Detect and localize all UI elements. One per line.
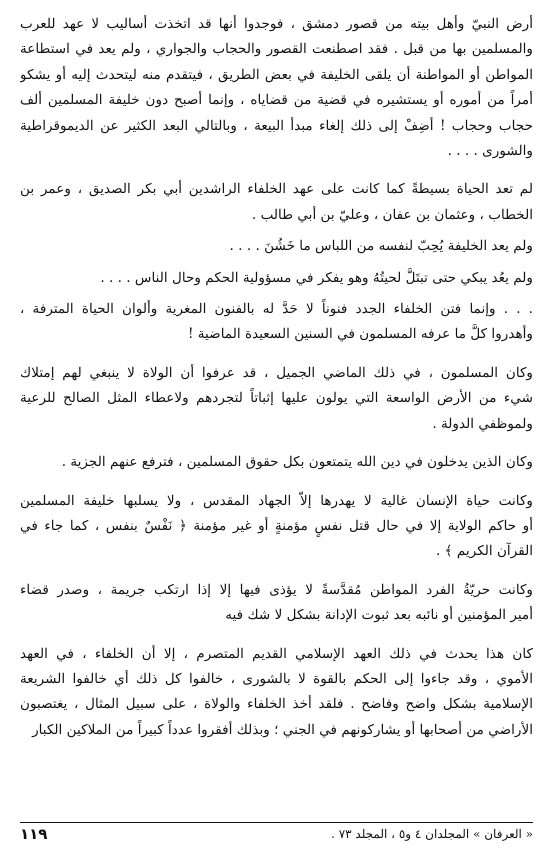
text-line: الخطاب ، وعثمان بن عفان ، وعليّ بن أبي طالب .	[251, 206, 533, 223]
text-line: وكانت حريّةُ الفرد المواطن مُقدَّسةً لا يؤذى فيها إلا إذا ارتكب جريمة ، وصدر قضاء	[20, 581, 533, 598]
text-line: كان هذا يحدث في ذلك العهد الإسلامي القديم المتصرم ، إلا أن الخلفاء ، في العهد	[20, 645, 533, 662]
paragraph	[20, 266, 533, 291]
running-head: « العرفان » المجلدان ٤ و٥ ، المجلد ٧٣ .	[331, 827, 533, 841]
text-line: الأراضي من أصحابها أو يشاركونهم في الجني ؛ وبذلك أفقروا عدداً كبيراً من الملاكين الكبار	[32, 721, 533, 738]
paragraph	[20, 234, 533, 259]
paragraph	[20, 450, 533, 475]
paragraph	[20, 642, 533, 744]
paragraph	[20, 489, 533, 565]
text-line: حجاب وحجاب ! أضِفْ إلى ذلك إلغاء مبدأ البيعة ، وبالتالي البعد الكثير عن الديموقراطية	[20, 117, 533, 134]
text-line: شيء من الأرض الواسعة التي يولون عليها إثباتاً لتجردهم ولاعطاء المثل الصالح للرعية	[20, 390, 533, 407]
text-line: ولم يعد الخليفة يُحِبّ لنفسه من اللباس ما خَشُنَ . . . .	[229, 238, 533, 255]
text-line: أمراً من أموره أو يستشيره في قضية من قضاياه ، وإنما أصبح دون خليفة المسلمين ألف	[20, 92, 533, 109]
text-line: وكان الذين يدخلون في دين الله يتمتعون بكل حقوق المسلمين ، فترفع عنهم الجزية .	[61, 454, 533, 471]
paragraph	[20, 297, 533, 348]
text-line: . . . وإنما فتن الخلفاء الجدد فنوناً لا حَدَّ له بالفنون المغرية وألوان الحياة المترفة ،	[20, 301, 533, 318]
paragraph	[20, 12, 533, 164]
text-line: الأموي ، وقد جاءوا إلى الحكم بالقوة لا بالشورى ، خالفوا كل ذلك أي خالفوا الشريعة	[20, 670, 533, 687]
text-line: أمير المؤمنين أو نائبه بعد ثبوت الإدانة بشكل لا شك فيه	[225, 607, 533, 624]
text-line: الإسلامية بشكل واضح وفاضح . فلقد أخذ الخلفاء والولاة ، على سبيل المثال ، يغتصبون	[20, 696, 533, 713]
paragraph	[20, 578, 533, 629]
article-body	[20, 12, 533, 743]
text-line: ولموظفي الدولة .	[432, 415, 533, 432]
text-line: وكانت حياة الإنسان غالية لا يهدرها إلاّ الجهاد المقدس ، ولا يسلبها خليفة المسلمين	[20, 492, 533, 509]
text-line: وكان المسلمون ، في ذلك الماضي الجميل ، قد عرفوا أن الولاة لا ينبغي لهم إمتلاك	[20, 364, 533, 381]
text-line: أرض النبيّ وأهل بيته من قصور دمشق ، فوجدوا أنها قد اتخذت أساليب لا عهد للعرب	[20, 16, 533, 32]
page-footer	[20, 822, 533, 853]
text-line: والشورى . . . .	[447, 143, 533, 160]
text-line: وأهدروا كلَّ ما عرفه المسلمون في السنين السعيدة الماضية !	[187, 326, 533, 343]
page-number: ١١٩	[20, 825, 48, 843]
text-line: أو حاكم الولاية إلا في حال قتل نفسٍ مؤمنةٍ أو غير مؤمنة ﴿ نَفْسٌ بنفس ، كما جاء في	[20, 517, 533, 534]
paragraph	[20, 361, 533, 437]
text-line: ولم يعُد يبكي حتى تبتَلَّ لحيتُهُ وهو يفكر في مسؤولية الحكم وحال الناس . . . .	[100, 269, 533, 286]
text-line: المواطن أو المواطنة أن يلقى الخليفة في بعض الطريق ، فيتقدم منه ليتحدث إليه أو يشكو	[20, 66, 533, 83]
paragraph	[20, 177, 533, 228]
text-line: القرآن الكريم ﴾ .	[435, 543, 533, 560]
text-line: لم تعد الحياة بسيطةً كما كانت على عهد الخلفاء الراشدين أبي بكر الصديق ، وعمر بن	[20, 181, 533, 198]
text-line: والمسلمين بها من قبل . فقد اصطنعت القصور والحجاب والجواري ، ولم يعد في استطاعة	[20, 41, 533, 58]
